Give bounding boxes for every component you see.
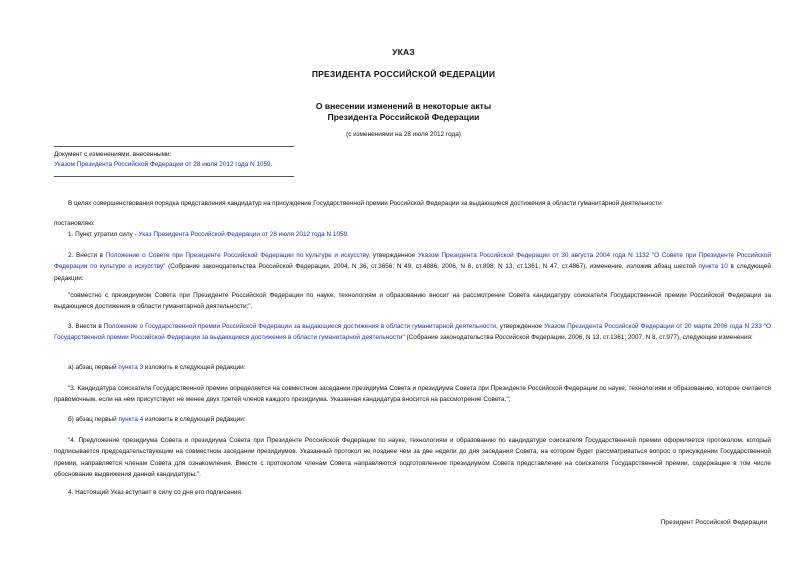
subitem-b-link[interactable]: пункта 4: [118, 416, 144, 423]
subitem-a-link[interactable]: пункта 3: [118, 364, 144, 371]
amendments-link-anchor[interactable]: Указом Президента Российской Федерации от 28 июля 2012 года N 1059.: [54, 161, 273, 168]
revision-note: (с изменениями на 28 июля 2012 года): [346, 131, 461, 138]
subitem-b-end: изложить в следующей редакции:: [143, 416, 246, 423]
item-3-end: (Собрание законодательства Российской Федерации, 2006, N 13, ст.1361; 2007, N 8, ст.977), следующие изменения:: [404, 334, 753, 342]
item-2-mid-2: (Собрание законодательства Российской Федерации, 2004, N 36, ст.3656; N 49, ст.4886; 2006, N 8, ст.898; N 13, ст.1361; N 47, ст.4867), изменение, изложив абзац шестой: [165, 263, 699, 271]
item-3-link-decree[interactable]: Указом Президента Российской Федерации от 20 марта 2006 года N 233 "О Государственной премии Российской Федерации за выдающиеся достижения в области гуманитарной деятельности": [54, 323, 772, 342]
item-2: [54, 250, 771, 284]
heading-line-1: О внесении изменений в некоторые акты: [315, 101, 492, 111]
item-2-mid-1: , утвержденное: [368, 252, 418, 259]
item-2-link-decree[interactable]: Указом Президента Российской Федерации от 30 августа 2004 года N 1132 "О Совете при Президенте Российской Федерации по культуре и искусству": [54, 252, 771, 271]
item-1: [54, 229, 771, 240]
item-2-link-point10[interactable]: пункта 10: [698, 263, 728, 271]
signature: Президент Российской Федерации: [660, 519, 767, 526]
decree-word: постановляю:: [54, 220, 95, 227]
item-3-mid-1: , утвержденное: [495, 323, 545, 330]
preamble: В целях совершенствования порядка представления кандидатур на присуждение Государственной премии Российской Федерации за выдающиеся достижения в области гуманитарной деятельности: [68, 200, 662, 207]
item-1-prefix: 1. Пункт утратил силу -: [68, 231, 139, 238]
amendments-link[interactable]: [54, 160, 272, 170]
subitem-a-quote: "3. Кандидатура соискателя Государственной премии определяется на совместном заседании президиума Совета и президиума Совета при Президенте Российской Федерации по науке, технологиям и образованию, которое считается правомочным, если на нем присутствует не менее двух третей членов каждого президиума. Указанная кандидатура вносится на рассмотрение Совета.";: [54, 385, 771, 404]
item-3: [54, 321, 771, 344]
item-2-end: в следующей редакции:: [54, 263, 771, 282]
item-3-prefix: 3. Внести в: [68, 323, 104, 330]
divider-bottom: [54, 176, 294, 177]
item-2-link-regulation[interactable]: Положение о Совете при Президенте Российской Федерации по культуре и искусству: [105, 252, 369, 259]
divider-top: [54, 146, 294, 147]
subitem-b: [54, 414, 771, 425]
item-2-quote: "совместно с президиумом Совета при Президенте Российской Федерации по науке, технологиям и образованию вносит на рассмотрение Совета кандидатуру соискателя Государственной премии Российской Федерации за выдающиеся достижения в области гуманитарной деятельности;".: [54, 292, 771, 311]
amendments-intro: Документ с изменениями, внесенными:: [54, 151, 172, 158]
item-1-link[interactable]: Указ Президента Российской Федерации от 28 июля 2012 года N 1059.: [138, 231, 349, 238]
subitem-a-end: изложить в следующей редакции:: [143, 364, 246, 371]
subitem-b-prefix: б) абзац первый: [68, 416, 119, 423]
heading-line-2: Президента Российской Федерации: [327, 112, 480, 122]
item-3-link-regulation[interactable]: Положение о Государственной премии Российской Федерации за выдающиеся достижения в области гуманитарной деятельности: [103, 323, 496, 330]
subitem-a: [54, 362, 771, 373]
item-4: 4. Настоящий Указ вступает в силу со дня его подписания.: [68, 489, 243, 496]
document-subtitle: ПРЕЗИДЕНТА РОССИЙСКОЙ ФЕДЕРАЦИИ: [311, 69, 496, 79]
subitem-b-quote: "4. Предложение президиума Совета и президиума Совета при Президенте Российской Федерации по науке, технологиям и образованию по кандидатуре соискателя Государственной премии оформляется протоколом, который подписывается председательствующим на совместном заседании президиумов. Указанный протокол не позднее чем за две недели до дня заседания Совета, на котором будет рассматриваться вопрос о присуждении Государственной премии, направляется членам Совета для ознакомления. Вместе с протоколом членам Совета направляются подготовленное президиумом Совета представление на соискателя Государственной премии, содержащее в том числе обоснование выдвижения данной кандидатуры.".: [54, 437, 771, 478]
document-title: УКАЗ: [392, 47, 415, 57]
item-2-prefix: 2. Внести в: [68, 252, 106, 259]
subitem-a-prefix: а) абзац первый: [68, 364, 119, 371]
